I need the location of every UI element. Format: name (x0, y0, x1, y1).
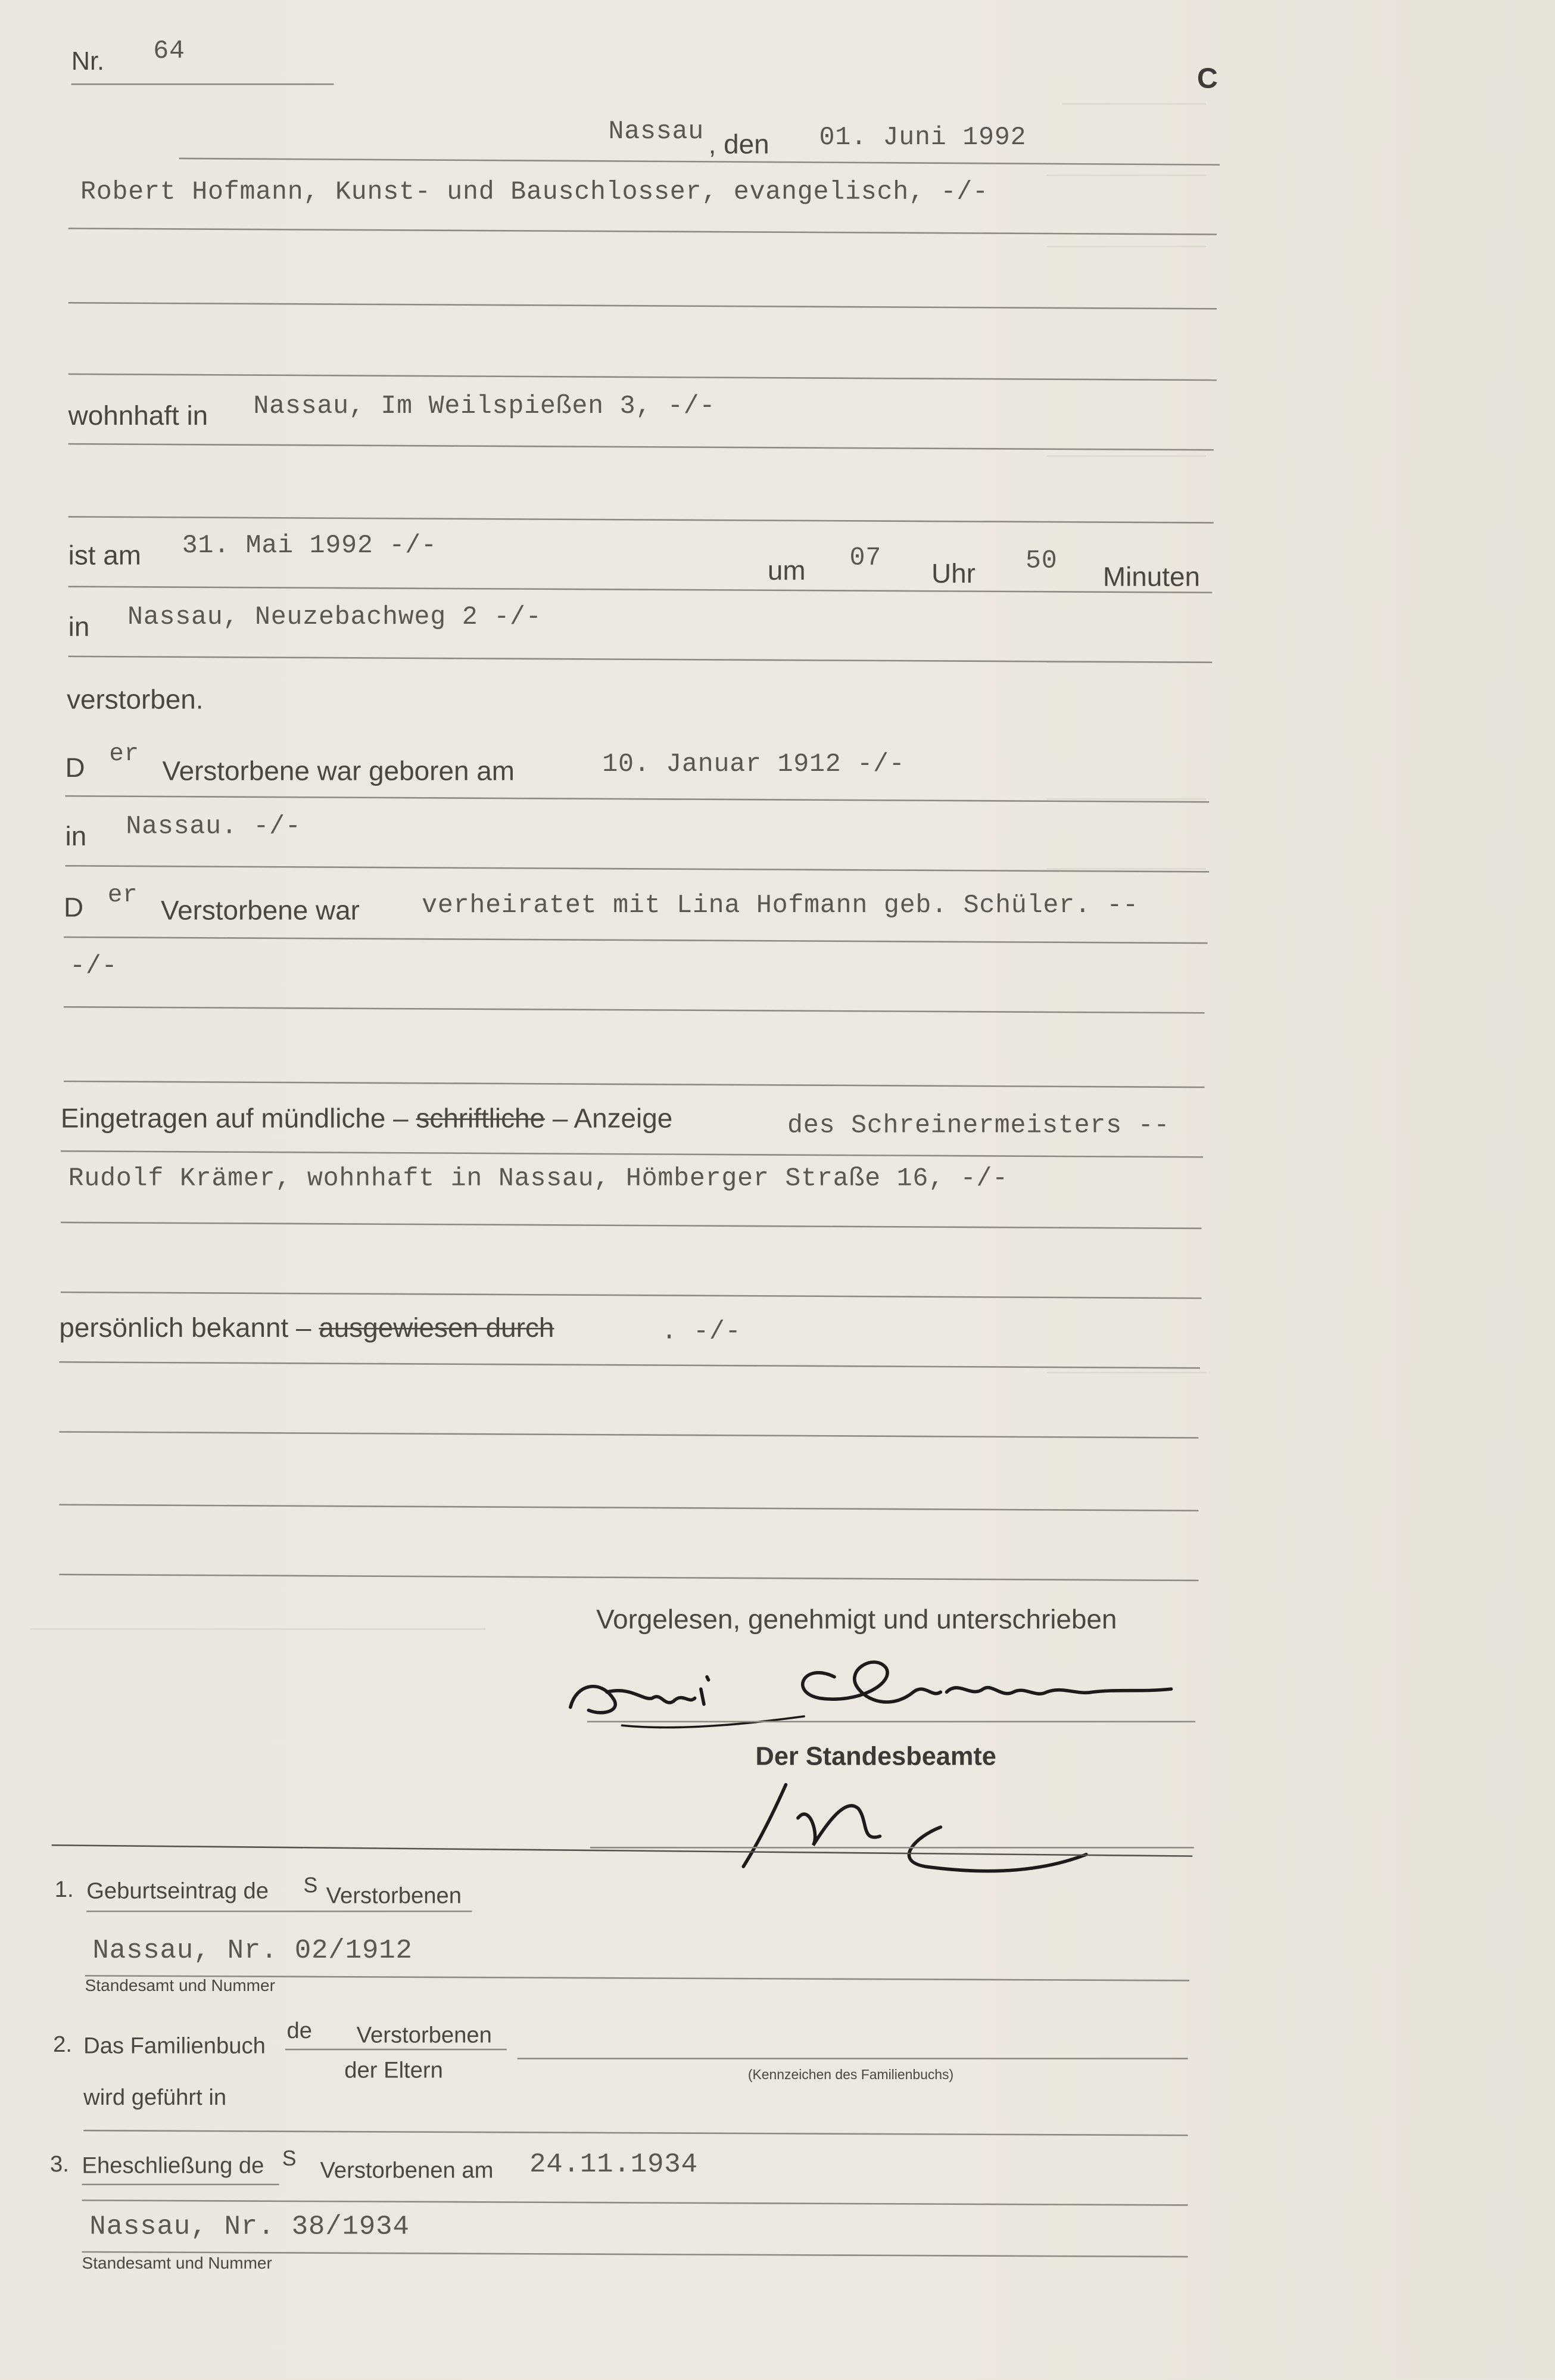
footer-3-date-underline (82, 2199, 1188, 2206)
birth-label: Verstorbene war geboren am (162, 755, 515, 786)
nr-underline (71, 83, 334, 85)
footer-3-label-underline (82, 2184, 279, 2186)
footer-1-s-insert: S (303, 1872, 318, 1897)
person-line-underline (68, 228, 1217, 235)
footer-2-option-deceased: Verstorbenen (356, 2023, 492, 2049)
marital-value: verheiratet mit Lina Hofmann geb. Schüler. -- (422, 892, 1139, 922)
registrar-signature (728, 1775, 1108, 1897)
footer-1-label-2: Verstorbenen (326, 1883, 462, 1909)
wohnhaft-value: Nassau, Im Weilspießen 3, -/- (253, 393, 716, 422)
footer-2-de: de (286, 2018, 312, 2045)
footer-2-option-parents: der Eltern (344, 2058, 443, 2084)
known-label-personal: persönlich bekannt – (59, 1312, 311, 1343)
blank-line (68, 374, 1217, 381)
marital-label: Verstorbene war (161, 895, 360, 926)
footer-3-label-2: Verstorbenen am (320, 2158, 494, 2184)
death-place: Nassau, Neuzebachweg 2 -/- (127, 603, 542, 633)
informant-signature (562, 1647, 1199, 1738)
footer-2-kennzeichen-line (518, 2058, 1188, 2059)
footer-3-number: 3. (50, 2152, 69, 2178)
death-date: 31. Mai 1992 -/- (182, 533, 437, 562)
death-date-underline (68, 586, 1213, 593)
footer-1-value: Nassau, Nr. 02/1912 (92, 1936, 413, 1967)
footer-1-sub: Standesamt und Nummer (85, 1977, 275, 1996)
footer-3-value: Nassau, Nr. 38/1934 (89, 2212, 410, 2243)
footer-2-kennzeichen: (Kennzeichen des Familienbuchs) (747, 2067, 954, 2082)
nr-value: 64 (153, 38, 185, 67)
blank-line (68, 516, 1214, 524)
footer-3-s-insert: S (282, 2145, 297, 2170)
known-underline (59, 1361, 1200, 1369)
um-label: um (767, 555, 806, 586)
place-date-line (179, 158, 1220, 166)
blank-line (68, 302, 1217, 310)
blank-line (61, 1292, 1202, 1299)
form-letter: C (1196, 63, 1218, 96)
footer-1-number: 1. (54, 1877, 74, 1903)
footer-3-sub: Standesamt und Nummer (82, 2255, 272, 2273)
footer-1-label-underline (86, 1911, 472, 1912)
nr-label: Nr. (71, 46, 105, 76)
birth-in-label: in (65, 821, 87, 852)
footer-1-label: Geburtseintrag de (86, 1878, 269, 1905)
den-label: , den (708, 129, 769, 160)
report-label-written-struck: schriftliche (416, 1103, 546, 1134)
death-hour: 07 (849, 545, 882, 574)
minuten-label: Minuten (1102, 561, 1201, 592)
known-label (59, 1312, 554, 1344)
marital-underline-2 (64, 1006, 1205, 1014)
marital-value-2: -/- (70, 953, 118, 982)
informant-signature-line (587, 1721, 1195, 1723)
death-minutes: 50 (1025, 547, 1058, 577)
known-value: . -/- (661, 1318, 741, 1348)
footer-2-option-divider (285, 2049, 507, 2051)
birth-date-underline (66, 795, 1210, 803)
blank-line (59, 1431, 1198, 1439)
birth-d-label: D (65, 752, 85, 783)
wohnhaft-underline (68, 443, 1214, 451)
footer-2-label: Das Familienbuch (83, 2033, 266, 2059)
report-underline-2 (61, 1222, 1202, 1230)
place-value: Nassau (608, 118, 704, 148)
footer-2-number: 2. (53, 2031, 73, 2058)
death-place-underline (68, 656, 1213, 664)
marital-underline (64, 937, 1208, 944)
report-underline (61, 1150, 1203, 1158)
birth-place: Nassau. -/- (126, 813, 301, 842)
blank-line (64, 1081, 1205, 1088)
birth-date: 10. Januar 1912 -/- (602, 751, 905, 780)
blank-line (59, 1504, 1198, 1511)
footer-3-label: Eheschließung de (82, 2153, 264, 2179)
footer-2-label-2: wird geführt in (83, 2085, 227, 2111)
report-value-1: des Schreinermeisters -- (787, 1112, 1170, 1141)
verstorben-label: verstorben. (67, 684, 204, 715)
blank-line (59, 1574, 1198, 1582)
death-in-label: in (68, 611, 90, 642)
marital-d-label: D (63, 892, 84, 923)
registrar-label: Der Standesbeamte (755, 1742, 996, 1771)
marital-er-insert: er (107, 881, 138, 909)
person-line: Robert Hofmann, Kunst- und Bauschlosser, evangelisch, -/- (80, 179, 989, 208)
report-value-2: Rudolf Krämer, wohnhaft in Nassau, Hömberger Straße 16, -/- (68, 1165, 1008, 1194)
birth-er-insert: er (109, 741, 139, 768)
read-approved-label: Vorgelesen, genehmigt und unterschrieben (596, 1604, 1117, 1635)
birth-place-underline (66, 865, 1210, 873)
footer-2-underline (83, 2130, 1188, 2136)
report-label (61, 1103, 672, 1135)
wohnhaft-label: wohnhaft in (68, 400, 208, 431)
report-label-notice: – Anzeige (552, 1103, 673, 1134)
uhr-label: Uhr (931, 558, 976, 589)
registrar-signature-line (590, 1847, 1194, 1849)
report-label-oral: Eingetragen auf mündliche – (60, 1103, 409, 1134)
ist-am-label: ist am (68, 540, 141, 571)
footer-3-date: 24.11.1934 (529, 2150, 698, 2181)
known-label-id-struck: ausgewiesen durch (319, 1312, 554, 1343)
date-value: 01. Juni 1992 (819, 124, 1027, 154)
